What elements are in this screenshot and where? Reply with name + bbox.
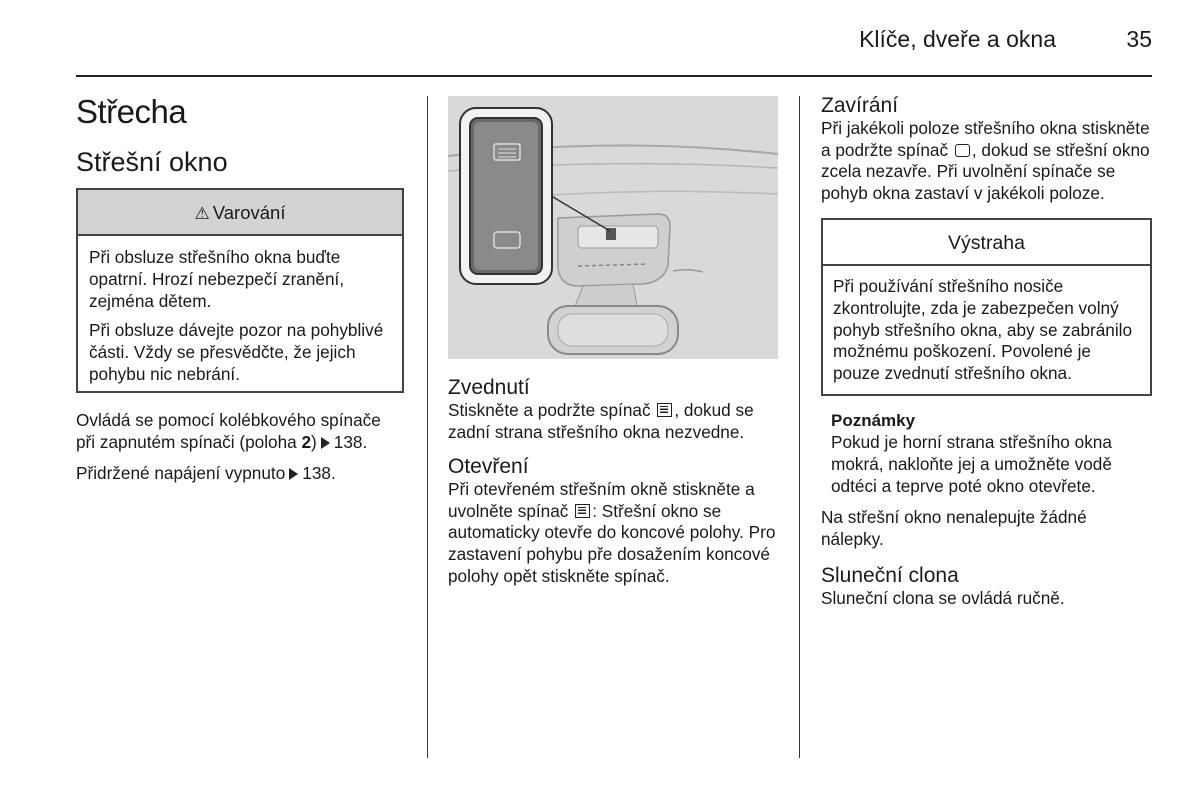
page-reference-link[interactable]: 138. bbox=[285, 463, 335, 483]
raise-paragraph bbox=[448, 400, 778, 443]
caution-box bbox=[821, 218, 1152, 396]
power-text: Přidržené napájení vypnuto bbox=[76, 463, 286, 484]
overhead-console-drawing bbox=[448, 96, 778, 359]
raise-text: Stiskněte a podržte spínač bbox=[448, 400, 651, 420]
caution-text: Při používání střešního nosiče zkontrolujte, zda je zabezpečen volný pohyb střešního okna, aby se zabránilo možnému poškození. Povolené je pouze zvednutí střešního okna. bbox=[833, 276, 1133, 383]
warning-header bbox=[78, 190, 402, 236]
warning-text-2: Při obsluze dávejte pozor na pohyblivé části. Vždy se přesvědčte, že jejich pohybu nic nebrání. bbox=[89, 320, 384, 384]
power-paragraph bbox=[76, 463, 404, 485]
note-text: Pokud je horní strana střešního okna mokrá, nakloňte jej a umožněte vodě odtéci a teprve poté okno otevřete. bbox=[831, 432, 1112, 496]
close-paragraph bbox=[821, 118, 1152, 204]
sticker-paragraph: Na střešní okno nenalepujte žádné nálepky. bbox=[821, 507, 1087, 549]
column-divider-1 bbox=[427, 96, 428, 758]
warning-text-1: Při obsluze střešního okna buďte opatrní. Hrozí nebezpečí zranění, zejména dětem. bbox=[89, 247, 345, 311]
sunvisor-text: Sluneční clona se ovládá ručně. bbox=[821, 588, 1065, 609]
section-title: Střecha bbox=[76, 93, 187, 130]
raise-heading: Zvednutí bbox=[448, 376, 530, 399]
open-text: Při otevřeném střešním okně stiskněte a uvolněte spínač bbox=[448, 479, 755, 521]
sunvisor-heading: Sluneční clona bbox=[821, 564, 959, 588]
close-heading: Zavírání bbox=[821, 94, 899, 117]
warning-body bbox=[78, 236, 402, 391]
column-right bbox=[821, 92, 1152, 610]
warning-box bbox=[76, 188, 404, 393]
running-header-title: Klíče, dveře a okna bbox=[859, 26, 1056, 52]
close-text-end: , dokud se střešní okno zcela nezavře. Při uvolnění spínače se pohyb okna zastaví v jakékoli poloze. bbox=[821, 139, 1150, 203]
tilt-switch-icon bbox=[657, 403, 672, 417]
operation-paragraph bbox=[76, 410, 404, 453]
column-left bbox=[76, 92, 404, 485]
warning-triangle-icon: ⚠ bbox=[194, 204, 210, 223]
tilt-switch-icon bbox=[575, 504, 590, 518]
warning-title: Varování bbox=[212, 202, 286, 223]
close-switch-icon bbox=[955, 144, 970, 157]
open-heading: Otevření bbox=[448, 455, 529, 479]
raise-text-end: , dokud se zadní strana střešního okna nezvedne. bbox=[448, 400, 754, 442]
column-divider-2 bbox=[799, 96, 800, 758]
header-rule bbox=[76, 75, 1152, 77]
open-text-end: : Střešní okno se automaticky otevře do koncové polohy. Pro zastavení pohybu pře dosažením koncové polohy opět stiskněte spínač. bbox=[448, 500, 776, 586]
column-middle bbox=[448, 92, 778, 587]
caution-title: Výstraha bbox=[823, 220, 1150, 266]
page-reference-link[interactable]: 138. bbox=[317, 432, 367, 452]
page-number: 35 bbox=[1126, 26, 1152, 52]
operation-text: Ovládá se pomocí kolébkového spínače při zapnutém spínači (poloha bbox=[76, 410, 381, 452]
ignition-position: 2 bbox=[301, 431, 312, 452]
subsection-title: Střešní okno bbox=[76, 147, 228, 177]
operation-text-close: ) bbox=[311, 431, 317, 452]
open-paragraph bbox=[448, 479, 778, 587]
close-text: Při jakékoli poloze střešního okna stiskněte a podržte spínač bbox=[821, 118, 1150, 160]
note-title: Poznámky bbox=[831, 411, 916, 431]
sunroof-switch-illustration bbox=[448, 96, 778, 359]
note-block bbox=[821, 410, 1152, 497]
caution-body bbox=[823, 266, 1150, 394]
